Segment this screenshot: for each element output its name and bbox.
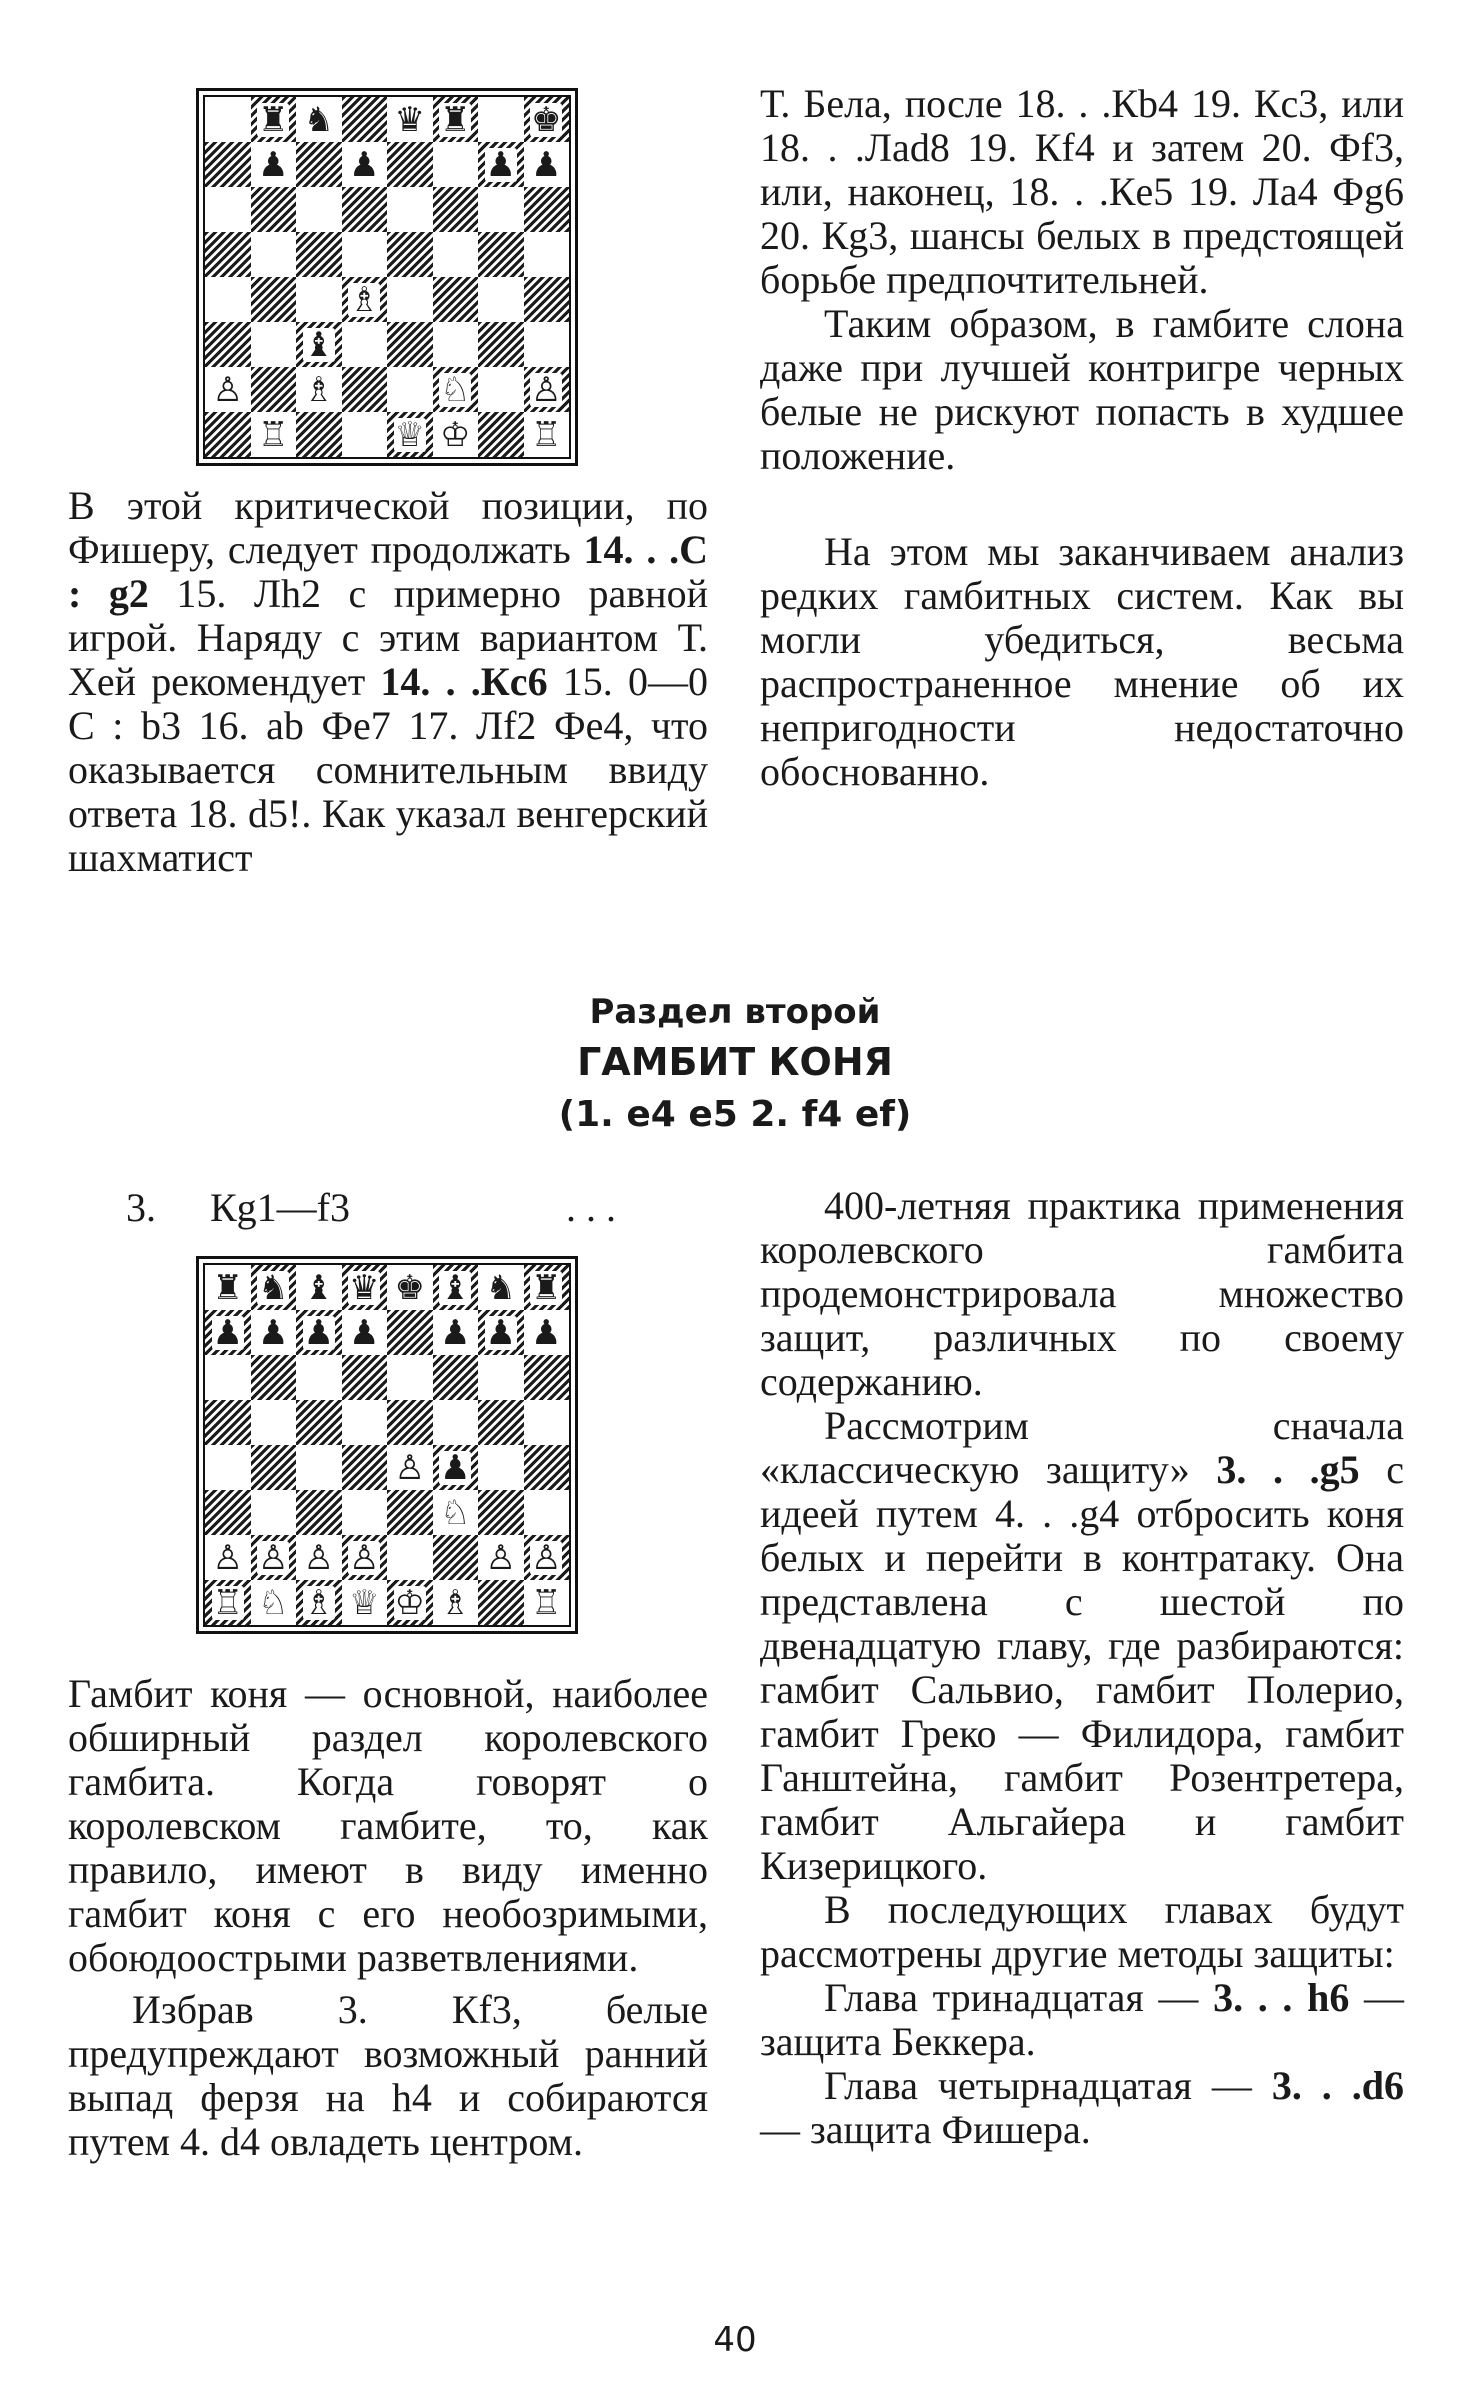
- board-square: [387, 1310, 433, 1355]
- black-queen-icon: ♛: [349, 1267, 380, 1308]
- move-dots: . . .: [566, 1185, 616, 1230]
- board-square: [205, 1310, 251, 1355]
- board-square: [342, 322, 388, 367]
- conclusion-paragraph: Таким образом, в гамбите слона даже при лучшей контригре черных белые не рискуют попасть в худшее положение.: [760, 301, 1404, 478]
- black-pawn-icon: ♟: [485, 1312, 516, 1353]
- board-square: [296, 97, 342, 142]
- board-square: [433, 97, 479, 142]
- white-bishop-icon: ♗: [349, 279, 380, 320]
- board-square: [524, 1535, 570, 1580]
- board-square: [524, 367, 570, 412]
- board-square: [524, 277, 570, 322]
- black-pawn-icon: ♟: [349, 1312, 380, 1353]
- bela-analysis-paragraph: Т. Бела, после 18. . .Кb4 19. Кc3, или 18. . .Лad8 19. Кf4 и затем 20. Фf3, или, наконец, 18. . .Кe5 19. Лa4 Фg6 20. Кg3, шансы белых в предстоящей борьбе предпочтительней.: [760, 81, 1404, 302]
- move-bold: 14. . .С : g2: [68, 527, 708, 616]
- black-knight-icon: ♞: [258, 1267, 289, 1308]
- board-square: [342, 412, 388, 457]
- text-span: — защита Беккера.: [760, 1975, 1405, 2064]
- text-span: Глава четырнадцатая —: [824, 2063, 1272, 2108]
- board-square: [205, 1400, 251, 1445]
- board-square: [205, 187, 251, 232]
- black-pawn-icon: ♟: [531, 1312, 562, 1353]
- board-square: [433, 1580, 479, 1625]
- board-square: [251, 232, 297, 277]
- black-knight-icon: ♞: [303, 99, 334, 140]
- board-square: [387, 142, 433, 187]
- board-square: [342, 1490, 388, 1535]
- board-square: [296, 1265, 342, 1310]
- board-square: [433, 1490, 479, 1535]
- black-pawn-icon: ♟: [303, 1312, 334, 1353]
- board-square: [433, 232, 479, 277]
- black-pawn-icon: ♟: [212, 1312, 243, 1353]
- board-square: [433, 277, 479, 322]
- board-square: [387, 1535, 433, 1580]
- board-square: [478, 97, 524, 142]
- board-square: [478, 1535, 524, 1580]
- board-square: [387, 1490, 433, 1535]
- board-square: [342, 232, 388, 277]
- board-square: [524, 1355, 570, 1400]
- white-rook-icon: ♖: [531, 1582, 562, 1623]
- bottom-right-text: [760, 1184, 1404, 2152]
- white-queen-icon: ♕: [394, 414, 425, 455]
- board-square: [478, 277, 524, 322]
- board-square: [433, 1445, 479, 1490]
- black-rook-icon: ♜: [212, 1267, 243, 1308]
- board-square: [478, 1265, 524, 1310]
- board-square: [342, 187, 388, 232]
- board-square: [296, 277, 342, 322]
- black-bishop-icon: ♝: [303, 324, 334, 365]
- board-square: [387, 187, 433, 232]
- board-square: [387, 277, 433, 322]
- board-square: [524, 232, 570, 277]
- critical-position-paragraph: [68, 484, 708, 880]
- chapter-14-line: [760, 2064, 1404, 2152]
- board-square: [205, 1580, 251, 1625]
- board-square: [251, 1535, 297, 1580]
- board-square: [342, 1400, 388, 1445]
- white-pawn-icon: ♙: [212, 369, 243, 410]
- board-square: [296, 1535, 342, 1580]
- board-square: [296, 322, 342, 367]
- board-square: [342, 1445, 388, 1490]
- move-bold: 14. . .Кc6: [380, 659, 548, 704]
- board-square: [296, 1400, 342, 1445]
- board-square: [478, 142, 524, 187]
- board-square: [296, 142, 342, 187]
- move-line: [126, 1186, 616, 1230]
- board-square: [205, 97, 251, 142]
- board-square: [524, 142, 570, 187]
- move-bold: 3. . .g5: [1216, 1447, 1360, 1492]
- white-knight-icon: ♘: [440, 1492, 471, 1533]
- board-square: [387, 1265, 433, 1310]
- white-pawn-icon: ♙: [212, 1537, 243, 1578]
- white-rook-icon: ♖: [531, 414, 562, 455]
- black-rook-icon: ♜: [258, 99, 289, 140]
- text-span: Глава тринадцатая —: [824, 1975, 1214, 2020]
- board-square: [524, 1400, 570, 1445]
- board-square: [251, 277, 297, 322]
- white-pawn-icon: ♙: [303, 1537, 334, 1578]
- board-square: [433, 187, 479, 232]
- board-square: [296, 1310, 342, 1355]
- black-pawn-icon: ♟: [531, 144, 562, 185]
- move-number: 3.: [126, 1185, 156, 1230]
- black-king-icon: ♚: [531, 99, 562, 140]
- board-square: [524, 1445, 570, 1490]
- black-pawn-icon: ♟: [485, 144, 516, 185]
- text-span: 15. 0—0 С : b3 16. ab Фe7 17. Лf2 Фe4, что оказывается сомнительным ввиду ответа 18. d5!. Как указал венгерский шахматист: [68, 659, 708, 880]
- board-square: [342, 1580, 388, 1625]
- board-square: [478, 1445, 524, 1490]
- top-right-text: [760, 82, 1404, 794]
- chess-diagram-1: [196, 88, 578, 466]
- chapter-13-line: [760, 1976, 1404, 2064]
- board-square: [251, 97, 297, 142]
- move-bold: 3. . .d6: [1271, 2063, 1404, 2108]
- board-square: [433, 1400, 479, 1445]
- board-square: [387, 1355, 433, 1400]
- bottom-left-text: [68, 1672, 708, 2164]
- board-square: [342, 97, 388, 142]
- board-square: [342, 277, 388, 322]
- board-square: [524, 97, 570, 142]
- board-square: [205, 142, 251, 187]
- board-square: [433, 412, 479, 457]
- board-square: [296, 187, 342, 232]
- white-bishop-icon: ♗: [440, 1582, 471, 1623]
- white-knight-icon: ♘: [440, 369, 471, 410]
- black-bishop-icon: ♝: [303, 1267, 334, 1308]
- board-square: [251, 142, 297, 187]
- board-square: [524, 322, 570, 367]
- page-number: 40: [713, 2320, 757, 2360]
- board-square: [296, 412, 342, 457]
- board-square: [478, 232, 524, 277]
- black-king-icon: ♚: [394, 1267, 425, 1308]
- board-square: [296, 1490, 342, 1535]
- board-square: [342, 367, 388, 412]
- board-square: [478, 1580, 524, 1625]
- white-pawn-icon: ♙: [485, 1537, 516, 1578]
- kf3-paragraph: Избрав 3. Кf3, белые предупреждают возможный ранний выпад ферзя на h4 и собираются путем 4. d4 овладеть центром.: [68, 1987, 708, 2164]
- white-pawn-icon: ♙: [531, 369, 562, 410]
- board-square: [251, 322, 297, 367]
- board-square: [251, 1355, 297, 1400]
- board-square: [478, 322, 524, 367]
- move-bold: 3. . . h6: [1213, 1975, 1350, 2020]
- board-square: [251, 187, 297, 232]
- board-square: [205, 1355, 251, 1400]
- white-rook-icon: ♖: [258, 414, 289, 455]
- board-square: [205, 1490, 251, 1535]
- board-square: [387, 1400, 433, 1445]
- board-square: [433, 142, 479, 187]
- chessboard-grid: [203, 1263, 571, 1627]
- board-square: [433, 322, 479, 367]
- text-span: с идеей путем 4. . .g4 отбросить коня белых и перейти в контратаку. Она представлена с шестой по двенадцатую главу, где разбираются: гамбит Сальвио, гамбит Полерио, гамбит Греко — Филидора, гамбит Ганштейна, гамбит Розентретера, гамбит Альгайера и гамбит Кизерицкого.: [760, 1447, 1404, 1888]
- board-square: [205, 1445, 251, 1490]
- board-square: [296, 232, 342, 277]
- text-span: — защита Фишера.: [760, 2107, 1091, 2152]
- chess-diagram-2: [196, 1256, 578, 1634]
- board-square: [524, 1580, 570, 1625]
- board-square: [251, 1580, 297, 1625]
- board-square: [251, 1445, 297, 1490]
- white-bishop-icon: ♗: [303, 1582, 334, 1623]
- white-pawn-icon: ♙: [394, 1447, 425, 1488]
- board-square: [342, 1355, 388, 1400]
- closing-paragraph: На этом мы заканчиваем анализ редких гамбитных систем. Как вы могли убедиться, весьма распространенное мнение об их непригодности недостаточно обоснованно.: [760, 529, 1404, 794]
- board-square: [251, 412, 297, 457]
- board-square: [205, 1265, 251, 1310]
- board-square: [433, 367, 479, 412]
- board-square: [296, 1580, 342, 1625]
- board-square: [478, 187, 524, 232]
- board-square: [524, 412, 570, 457]
- board-square: [342, 142, 388, 187]
- practice-paragraph: 400-летняя практика применения королевского гамбита продемонстрировала множество защит, различных по своему содержанию.: [760, 1183, 1404, 1404]
- board-square: [524, 1265, 570, 1310]
- board-square: [296, 1445, 342, 1490]
- board-square: [387, 367, 433, 412]
- section-label: Раздел второй: [589, 992, 881, 1032]
- board-square: [296, 367, 342, 412]
- board-square: [433, 1310, 479, 1355]
- text-span: 15. Лh2 с примерно равной игрой. Наряду с этим вариантом Т. Хей рекомендует: [68, 571, 708, 704]
- board-square: [478, 1400, 524, 1445]
- board-square: [342, 1265, 388, 1310]
- board-square: [387, 232, 433, 277]
- board-square: [205, 367, 251, 412]
- board-square: [342, 1310, 388, 1355]
- white-pawn-icon: ♙: [349, 1537, 380, 1578]
- classic-defense-paragraph: [760, 1404, 1404, 1888]
- top-left-text: [68, 484, 708, 880]
- board-square: [524, 187, 570, 232]
- black-rook-icon: ♜: [440, 99, 471, 140]
- board-square: [342, 1535, 388, 1580]
- board-square: [251, 1490, 297, 1535]
- board-square: [387, 322, 433, 367]
- chessboard-grid: [203, 95, 571, 459]
- board-square: [387, 1580, 433, 1625]
- black-pawn-icon: ♟: [440, 1312, 471, 1353]
- white-king-icon: ♔: [394, 1582, 425, 1623]
- board-square: [433, 1535, 479, 1580]
- board-square: [205, 232, 251, 277]
- board-square: [433, 1355, 479, 1400]
- white-pawn-icon: ♙: [258, 1537, 289, 1578]
- board-square: [251, 1265, 297, 1310]
- white-king-icon: ♔: [440, 414, 471, 455]
- board-square: [251, 1400, 297, 1445]
- black-pawn-icon: ♟: [349, 144, 380, 185]
- board-square: [205, 412, 251, 457]
- black-pawn-icon: ♟: [440, 1447, 471, 1488]
- board-square: [478, 367, 524, 412]
- black-rook-icon: ♜: [531, 1267, 562, 1308]
- black-queen-icon: ♛: [394, 99, 425, 140]
- white-pawn-icon: ♙: [531, 1537, 562, 1578]
- white-knight-icon: ♘: [258, 1582, 289, 1623]
- board-square: [251, 1310, 297, 1355]
- board-square: [524, 1310, 570, 1355]
- board-square: [205, 277, 251, 322]
- board-square: [478, 1310, 524, 1355]
- section-title: ГАМБИТ КОНЯ: [577, 1040, 893, 1084]
- board-square: [478, 1355, 524, 1400]
- white-bishop-icon: ♗: [303, 369, 334, 410]
- board-square: [205, 322, 251, 367]
- black-bishop-icon: ♝: [440, 1267, 471, 1308]
- board-square: [478, 412, 524, 457]
- text-span: В этой критической позиции, по Фишеру, следует продолжать: [68, 483, 708, 572]
- black-pawn-icon: ♟: [258, 144, 289, 185]
- board-square: [387, 97, 433, 142]
- board-square: [524, 1490, 570, 1535]
- board-square: [251, 367, 297, 412]
- section-moves: (1. e4 e5 2. f4 ef): [558, 1094, 912, 1135]
- move-text: Кg1—f3: [210, 1185, 350, 1230]
- board-square: [296, 1355, 342, 1400]
- white-rook-icon: ♖: [212, 1582, 243, 1623]
- board-square: [205, 1535, 251, 1580]
- board-square: [387, 1445, 433, 1490]
- board-square: [387, 412, 433, 457]
- black-knight-icon: ♞: [485, 1267, 516, 1308]
- board-square: [433, 1265, 479, 1310]
- board-square: [478, 1490, 524, 1535]
- white-queen-icon: ♕: [349, 1582, 380, 1623]
- knight-gambit-intro: Гамбит коня — основной, наиболее обширный раздел королевского гамбита. Когда говорят о королевском гамбите, то, как правило, имеют в виду именно гамбит коня с его необозримыми, обоюдоострыми разветвлениями.: [68, 1671, 708, 1980]
- text-span: Рассмотрим сначала «классическую защиту»: [760, 1403, 1404, 1492]
- other-methods-paragraph: В последующих главах будут рассмотрены другие методы защиты:: [760, 1887, 1404, 1976]
- black-pawn-icon: ♟: [258, 1312, 289, 1353]
